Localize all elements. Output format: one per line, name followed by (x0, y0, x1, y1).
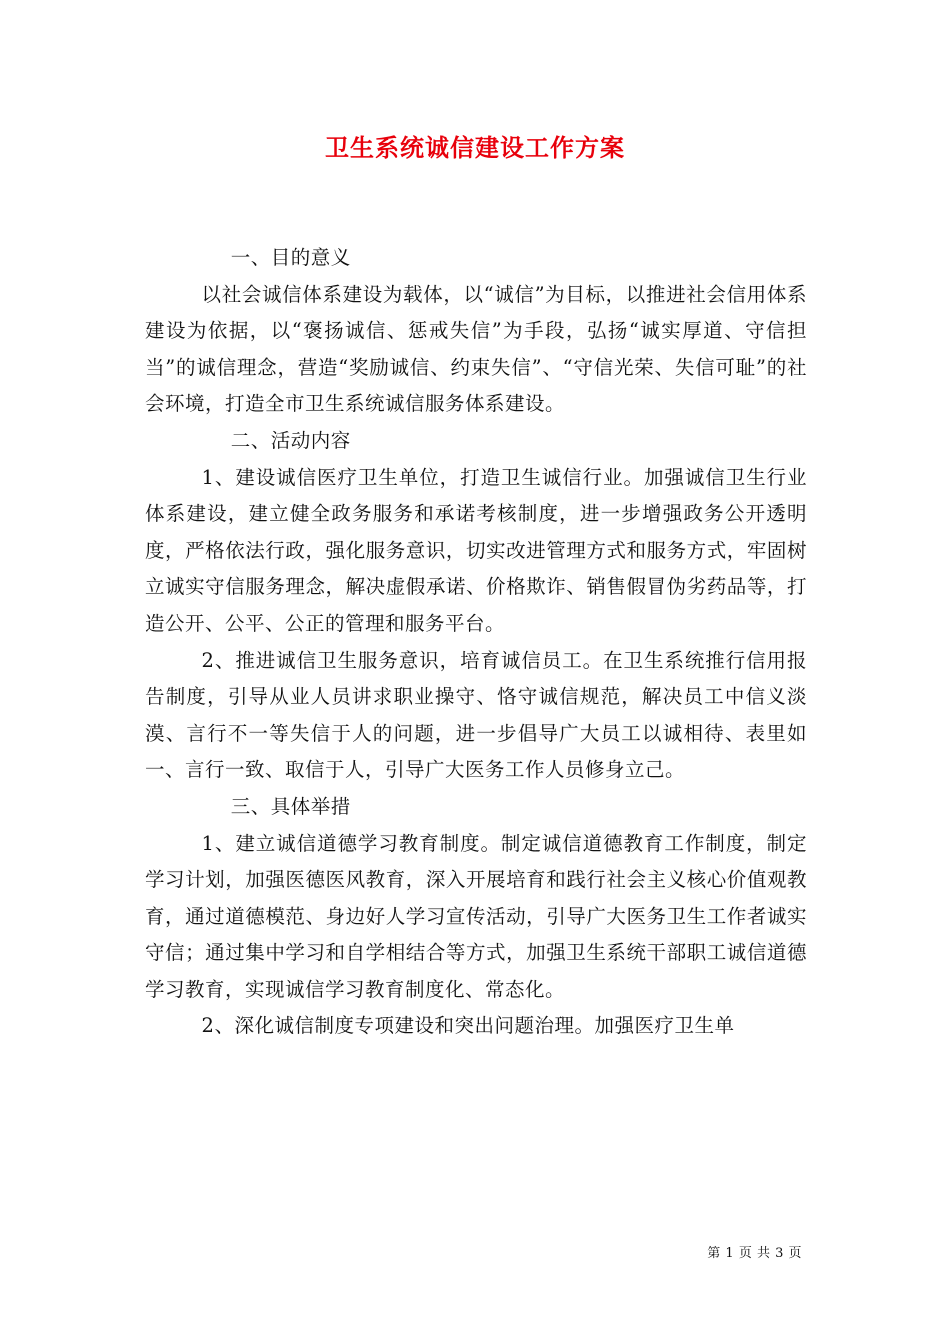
paragraph-purpose: 以社会诚信体系建设为载体，以“诚信”为目标，以推进社会信用体系建设为依据，以“褒扬诚信、惩戒失信”为手段，弘扬“诚实厚道、守信担当”的诚信理念，营造“奖励诚信、约束失信”、“守信光荣、失信可耻”的社会环境，打造全市卫生系统诚信服务体系建设。 (145, 282, 807, 416)
section-heading-activities: 二、活动内容 (230, 428, 351, 452)
paragraph-measure-1: 1、建立诚信道德学习教育制度。制定诚信道德教育工作制度，制定学习计划，加强医德医风教育，深入开展培育和践行社会主义核心价值观教育，通过道德模范、身边好人学习宣传活动，引导广大医务卫生工作者诚实守信；通过集中学习和自学相结合等方式，加强卫生系统干部职工诚信道德学习教育，实现诚信学习教育制度化、常态化。 (145, 831, 807, 1001)
paragraph-activity-2: 2、推进诚信卫生服务意识，培育诚信员工。在卫生系统推行信用报告制度，引导从业人员讲求职业操守、恪守诚信规范，解决员工中信义淡漠、言行不一等失信于人的问题，进一步倡导广大员工以诚相待、表里如一、言行一致、取信于人，引导广大医务工作人员修身立己。 (145, 648, 807, 782)
section-heading-purpose: 一、目的意义 (230, 246, 351, 269)
document-title: 卫生系统诚信建设工作方案 (325, 133, 625, 162)
paragraph-measure-2: 2、深化诚信制度专项建设和突出问题治理。加强医疗卫生单 (201, 1014, 735, 1038)
paragraph-activity-1: 1、建设诚信医疗卫生单位，打造卫生诚信行业。加强诚信卫生行业体系建设，建立健全政务服务和承诺考核制度，进一步增强政务公开透明度，严格依法行政，强化服务意识，切实改进管理方式和服务方式，牢固树立诚实守信服务理念，解决虚假承诺、价格欺诈、销售假冒伪劣药品等，打造公开、公平、公正的管理和服务平台。 (145, 465, 807, 635)
section-heading-measures: 三、具体举措 (230, 794, 351, 818)
page-number: 第 1 页 共 3 页 (707, 1246, 802, 1261)
document-body (145, 240, 807, 1045)
